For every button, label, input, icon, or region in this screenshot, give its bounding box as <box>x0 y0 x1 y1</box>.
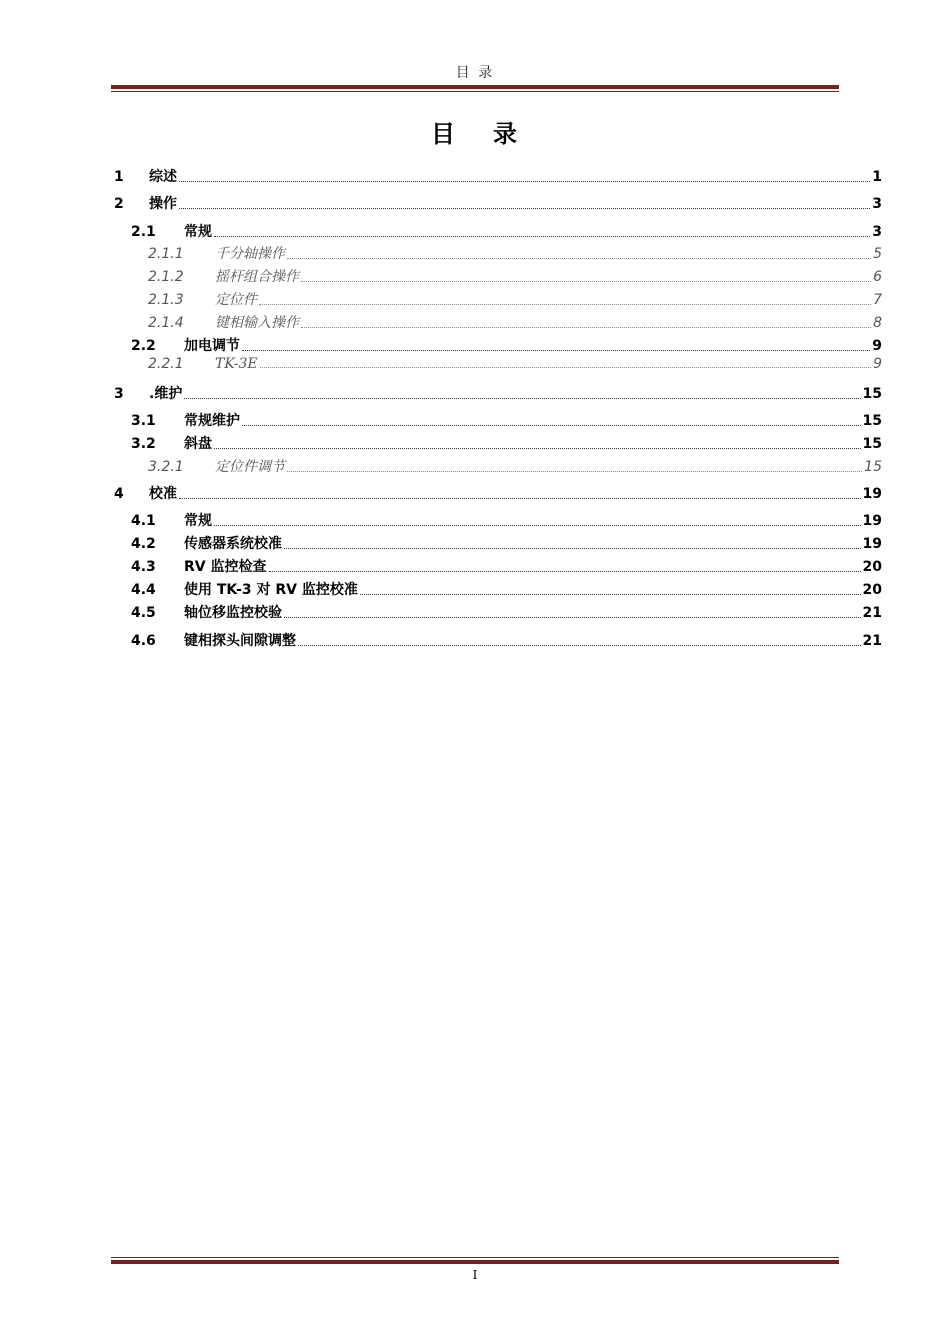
toc-entry-number: 2.2.1 <box>148 356 184 372</box>
toc-entry-label: .维护 <box>149 386 183 402</box>
toc-leader-dots <box>260 366 871 368</box>
toc-entry-number: 4.5 <box>131 605 156 621</box>
toc-leader-dots <box>259 303 871 305</box>
toc-entry-label: RV 监控检查 <box>184 559 267 575</box>
toc-entry-number: 1 <box>114 169 124 185</box>
toc-leader-dots <box>284 616 861 618</box>
toc-entry-number: 4.2 <box>131 536 156 552</box>
footer-page-number: I <box>472 1268 478 1282</box>
toc-entry[interactable] <box>0 383 882 403</box>
toc-entry[interactable] <box>0 356 882 372</box>
toc-leader-dots <box>269 570 861 572</box>
toc-leader-dots <box>287 470 862 472</box>
toc-leader-dots <box>184 397 860 399</box>
toc-entry[interactable] <box>0 630 882 650</box>
toc-entry-label: 定位件 <box>215 292 257 308</box>
toc-entry-label: TK-3E <box>215 356 258 372</box>
toc-entry-number: 2.1.1 <box>148 246 184 262</box>
toc-entry-number: 4 <box>114 486 124 502</box>
toc-leader-dots <box>242 349 870 351</box>
toc-entry[interactable] <box>0 510 882 530</box>
toc-entry-number: 3.2 <box>131 436 156 452</box>
toc-leader-dots <box>242 424 861 426</box>
toc-entry[interactable] <box>0 579 882 599</box>
toc-leader-dots <box>287 257 871 259</box>
toc-leader-dots <box>214 235 870 237</box>
toc-entry[interactable] <box>0 533 882 553</box>
toc-entry-page: 15 <box>862 436 882 452</box>
toc-leader-dots <box>179 207 870 209</box>
toc-entry[interactable] <box>0 193 882 213</box>
toc-entry-label: 常规 <box>184 224 212 240</box>
toc-leader-dots <box>179 497 861 499</box>
toc-entry-page: 21 <box>862 605 882 621</box>
toc-entry-number: 3.2.1 <box>148 459 184 475</box>
toc-entry-page: 9 <box>872 338 882 354</box>
toc-entry[interactable] <box>0 410 882 430</box>
toc-entry[interactable] <box>0 289 882 309</box>
toc-entry-label: 综述 <box>149 169 177 185</box>
toc-entry-page: 19 <box>862 513 882 529</box>
toc-entry-label: 传感器系统校准 <box>184 536 282 552</box>
toc-entry-label: 常规 <box>184 513 212 529</box>
toc-entry-page: 1 <box>872 169 882 185</box>
toc-entry[interactable] <box>0 556 882 576</box>
toc-entry-number: 2.1.4 <box>148 315 184 331</box>
toc-entry-label: 加电调节 <box>184 338 240 354</box>
toc-entry-page: 3 <box>872 196 882 212</box>
toc-entry-label: 摇杆组合操作 <box>215 269 299 285</box>
toc-entry-label: 键相探头间隙调整 <box>184 633 296 649</box>
toc-leader-dots <box>360 593 861 595</box>
toc-leader-dots <box>179 180 870 182</box>
toc-entry-page: 20 <box>862 582 882 598</box>
toc-entry-label: 定位件调节 <box>215 459 285 475</box>
toc-entry-page: 15 <box>862 413 882 429</box>
running-header: 目 录 <box>455 65 495 81</box>
toc-entry-page: 19 <box>862 486 882 502</box>
toc-entry-page: 15 <box>864 459 882 475</box>
toc-entry-label: 校准 <box>149 486 177 502</box>
toc-title-part1: 目 <box>431 120 457 148</box>
toc-entry[interactable] <box>0 456 882 476</box>
toc-entry-number: 2.1.2 <box>148 269 184 285</box>
toc-entry-label: 斜盘 <box>184 436 212 452</box>
toc-entry-page: 7 <box>873 292 882 308</box>
toc-entry-number: 4.6 <box>131 633 156 649</box>
toc-entry-page: 15 <box>862 386 882 402</box>
toc-entry-page: 6 <box>873 269 882 285</box>
toc-entry-page: 5 <box>873 246 882 262</box>
toc-leader-dots <box>301 280 871 282</box>
toc-entry[interactable] <box>0 166 882 186</box>
toc-entry-number: 3.1 <box>131 413 156 429</box>
toc-entry[interactable] <box>0 312 882 332</box>
toc-entry-number: 2.2 <box>131 338 156 354</box>
toc-entry-number: 4.3 <box>131 559 156 575</box>
toc-entry-page: 8 <box>873 315 882 331</box>
toc-entry-number: 4.4 <box>131 582 156 598</box>
toc-entry-page: 20 <box>862 559 882 575</box>
toc-entry-number: 2 <box>114 196 124 212</box>
toc-title-part2: 录 <box>493 120 519 148</box>
toc-entry-number: 3 <box>114 386 124 402</box>
toc-entry[interactable] <box>0 266 882 286</box>
toc-leader-dots <box>301 326 871 328</box>
toc-entry[interactable] <box>0 243 882 263</box>
toc-entry-number: 2.1 <box>131 224 156 240</box>
toc-entry-number: 4.1 <box>131 513 156 529</box>
toc-leader-dots <box>284 547 861 549</box>
toc-entry-label: 键相输入操作 <box>215 315 299 331</box>
toc-entry[interactable] <box>0 602 882 622</box>
toc-entry-label: 操作 <box>149 196 177 212</box>
toc-entry[interactable] <box>0 483 882 503</box>
toc-entry[interactable] <box>0 335 882 355</box>
toc-entry[interactable] <box>0 221 882 241</box>
toc-entry-page: 3 <box>872 224 882 240</box>
toc-entry[interactable] <box>0 433 882 453</box>
footer-rule <box>111 1257 839 1264</box>
toc-entry-page: 19 <box>862 536 882 552</box>
toc-entry-page: 21 <box>862 633 882 649</box>
toc-leader-dots <box>298 644 861 646</box>
toc-entry-label: 使用 TK-3 对 RV 监控校准 <box>184 582 358 598</box>
toc-leader-dots <box>214 447 861 449</box>
toc-leader-dots <box>214 524 861 526</box>
toc-entry-number: 2.1.3 <box>148 292 184 308</box>
toc-entry-label: 轴位移监控校验 <box>184 605 282 621</box>
toc-entry-page: 9 <box>873 356 882 372</box>
toc-entry-label: 千分轴操作 <box>215 246 285 262</box>
toc-entry-label: 常规维护 <box>184 413 240 429</box>
